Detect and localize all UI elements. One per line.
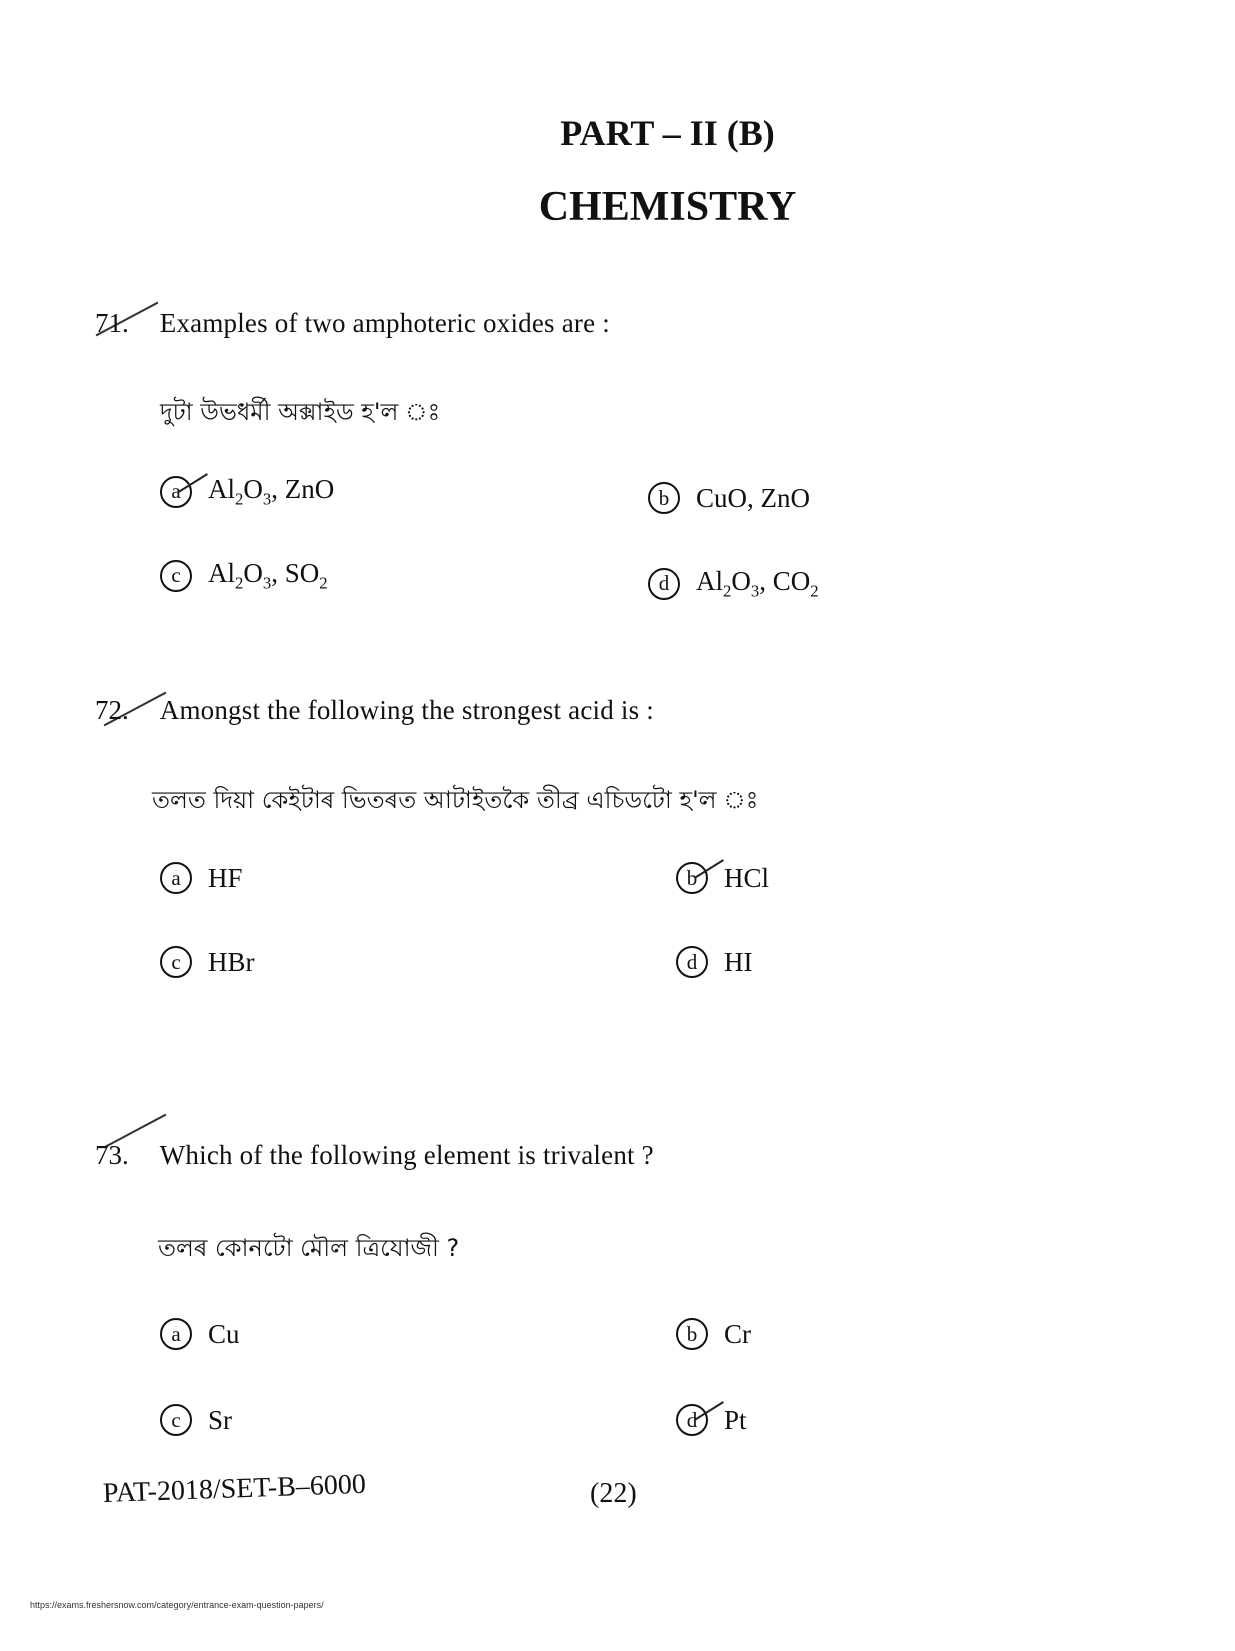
question-number: 73.: [95, 1140, 129, 1170]
option-marker: c: [160, 1404, 192, 1436]
option-text: $Al_2O_3$, ZnO: [208, 474, 335, 509]
question-text-english: Which of the following element is trivalent ?: [159, 1140, 654, 1170]
question-text-assamese: তলৰ কোনটো মৌল ত্ৰিযোজী ?: [158, 1234, 460, 1262]
option-d[interactable]: [648, 566, 819, 601]
option-marker: c: [160, 560, 192, 592]
option-text: $Al_2O_3$, $SO_2$: [208, 558, 328, 593]
option-b[interactable]: [676, 862, 769, 894]
option-a[interactable]: [160, 474, 334, 509]
page-number: (22): [590, 1478, 637, 1509]
question-number: 72.: [95, 695, 129, 725]
handwritten-tick-mark: [694, 859, 724, 879]
option-marker: a: [160, 476, 192, 508]
option-marker: d: [648, 568, 680, 600]
option-c[interactable]: [160, 1404, 232, 1436]
option-c[interactable]: [160, 558, 328, 593]
paper-code: PAT-2018/SET-B–6000: [102, 1468, 367, 1509]
option-text: HF: [208, 862, 243, 893]
handwritten-tick-mark: [694, 1401, 724, 1421]
option-b[interactable]: [676, 1318, 751, 1350]
option-marker: b: [648, 482, 680, 514]
option-text: Pt: [724, 1404, 747, 1435]
handwritten-tick-mark: [178, 473, 208, 493]
option-marker: a: [160, 862, 192, 894]
option-c[interactable]: [160, 946, 255, 978]
option-marker: d: [676, 946, 708, 978]
source-url: https://exams.freshersnow.com/category/entrance-exam-question-papers/: [30, 1600, 324, 1610]
question-text-assamese: তলত দিয়া কেইটাৰ ভিতৰত আটাইতকৈ তীব্ৰ এচিডটো হ'ল ঃ: [152, 786, 759, 814]
option-marker: c: [160, 946, 192, 978]
option-text: HCl: [724, 862, 770, 893]
subject-title: CHEMISTRY: [538, 184, 797, 230]
option-b[interactable]: [648, 482, 810, 514]
question-text-english: Amongst the following the strongest acid is :: [159, 695, 654, 725]
question-text-assamese: দুটা উভধৰ্মী অক্সাইড হ'ল ঃ: [160, 398, 441, 426]
option-a[interactable]: [160, 1318, 240, 1350]
option-text: Sr: [208, 1404, 233, 1435]
option-text: $Al_2O_3$, $CO_2$: [696, 566, 819, 601]
option-text: Cr: [724, 1318, 751, 1349]
option-d[interactable]: [676, 1404, 747, 1436]
option-marker: d: [676, 1404, 708, 1436]
option-a[interactable]: [160, 862, 243, 894]
question-number: 71.: [95, 308, 129, 338]
option-marker: b: [676, 862, 708, 894]
option-text: HBr: [208, 946, 255, 977]
option-marker: b: [676, 1318, 708, 1350]
option-text: CuO, ZnO: [696, 482, 810, 513]
part-title: PART – II (B): [560, 113, 775, 153]
option-text: HI: [724, 946, 753, 977]
option-d[interactable]: [676, 946, 753, 978]
option-marker: a: [160, 1318, 192, 1350]
option-text: Cu: [208, 1318, 240, 1349]
question-text-english: Examples of two amphoteric oxides are :: [159, 308, 610, 338]
